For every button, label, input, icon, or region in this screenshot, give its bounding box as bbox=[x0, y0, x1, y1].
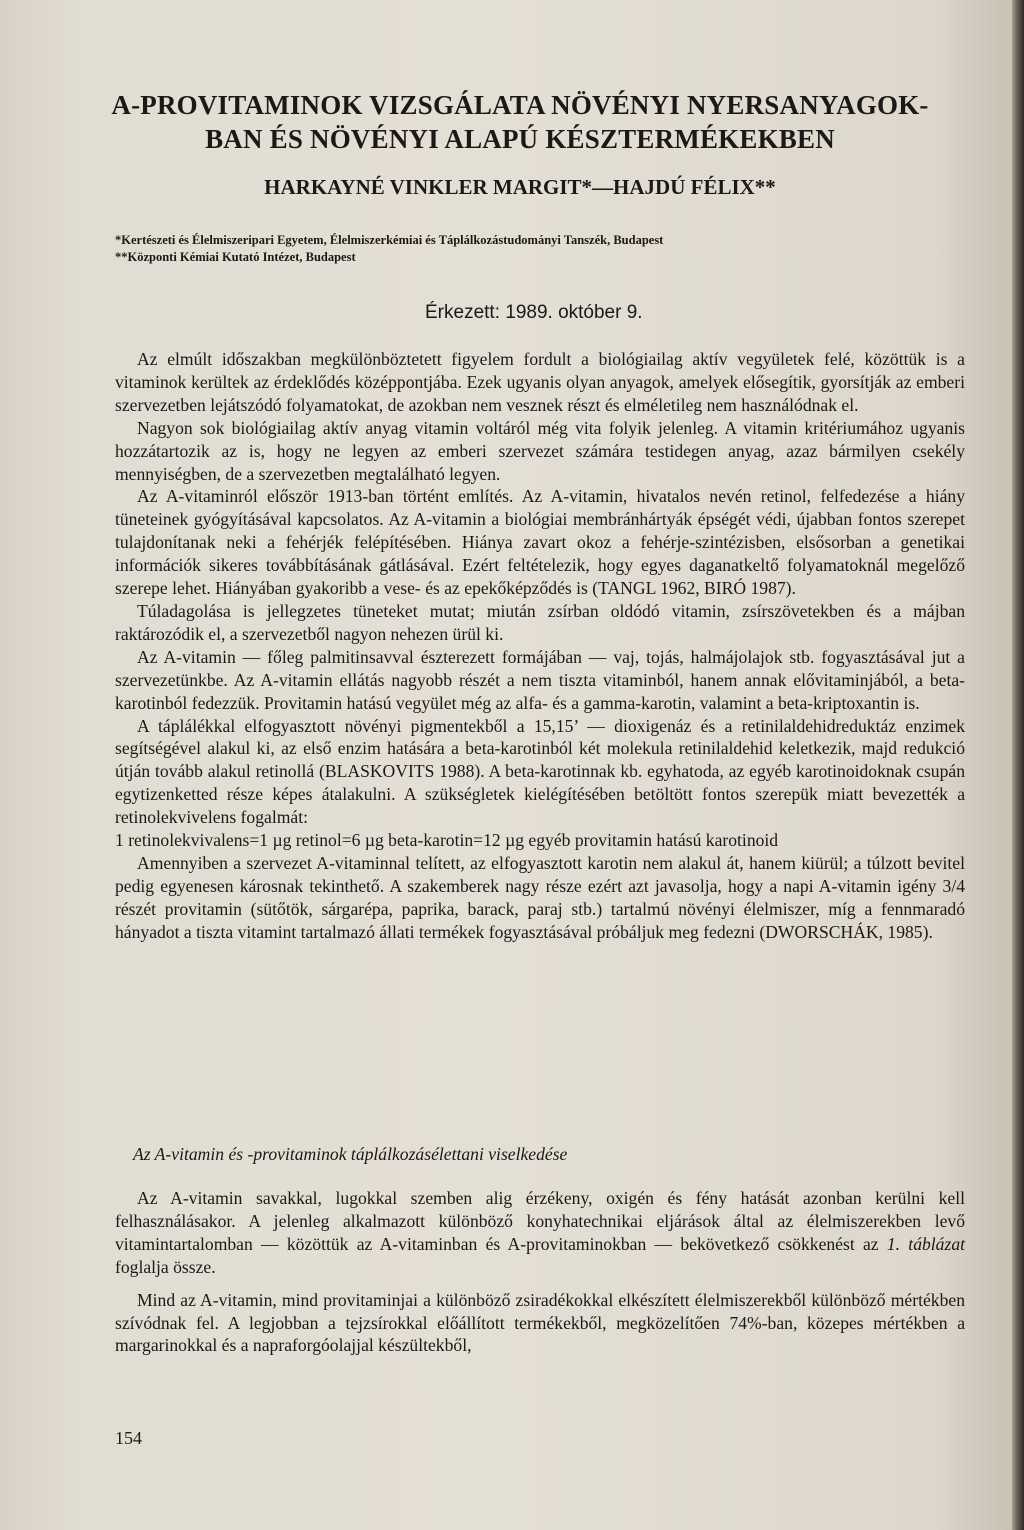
paragraph: Az A-vitamin — főleg palmitinsavval észterezett formájában — vaj, tojás, halmájolajok stb. fogyasztásával jut a szervezetünkbe. Az A-vitamin ellátás nagyobb részét a nem tiszta vitaminból, hanem annak elővitaminjából, a beta-karotinból fedezzük. Provitamin hatású vegyület még az alfa- és a gamma-karotin, valamint a beta-kriptoxantin is. bbox=[115, 646, 965, 713]
paragraph: Nagyon sok biológiailag aktív anyag vitamin voltáról még vita folyik jelenleg. A vitamin kritériumához ugyanis hozzátartozik az is, hogy ne legyen az emberi szervezet számára testidegen anyag, azaz bármilyen csekély mennyiségben, de a szervezetben megtalálható legyen. bbox=[115, 417, 965, 484]
authors: HARKAYNÉ VINKLER MARGIT*—HAJDÚ FÉLIX** bbox=[264, 175, 776, 199]
page-edge bbox=[1012, 0, 1024, 1530]
article-title bbox=[100, 88, 940, 156]
paragraph: A táplálékkal elfogyasztott növényi pigmentekből a 15,15’ — dioxigenáz és a retinilaldehidreduktáz enzimek segítségével alakul ki, az első enzim hatására a beta-karotinból két molekula retinilaldehid keletkezik, majd redukció útján tovább alakul retinollá (BLASKOVITS 1988). A beta-karotinnak kb. egyhatoda, az egyéb karotinoidoknak csupán egytizenketted része képes átalakulni. A szükségletek kielégítésében betöltött fontos szerepük miatt bevezették a retinolekvivelens fogalmát: bbox=[115, 715, 965, 828]
paragraph: Az elmúlt időszakban megkülönböztetett figyelem fordult a biológiailag aktív vegyületek felé, közöttük is a vitaminok kerültek az érdeklődés középpontjába. Ezek ugyanis olyan anyagok, amelyek elősegítik, gyorsítják az emberi szervezetben lejátszódó folyamatokat, de azokban nem vesznek részt és elméletileg nem használódnak el. bbox=[115, 349, 965, 415]
section-heading: Az A-vitamin és -provitaminok táplálkozásélettani viselkedése bbox=[133, 1144, 568, 1164]
title-line-2: BAN ÉS NÖVÉNYI ALAPÚ KÉSZTERMÉKEKBEN bbox=[205, 124, 835, 154]
paragraph: Az A-vitaminról először 1913-ban történt említés. Az A-vitamin, hivatalos nevén retinol, felfedezése a hiány tüneteinek gyógyításával kapcsolatos. Az A-vitamin a biológiai membránhártyák épségét védi, újabban fontos szerepet tulajdonítanak neki a fehérjék felépítésében. Hiánya zavart okoz a fehérje-szintézisben, elsősorban a genetikai információk sikeres továbbításának gátlásával. Ezért feltételezik, hogy egyes daganatkeltő folyamatoknál megelőző szerepe lehet. Hiányában gyakoribb a vese- és az epekőképződés is (TANGL 1962, BIRÓ 1987). bbox=[115, 486, 965, 599]
page-number: 154 bbox=[115, 1428, 142, 1448]
body-text bbox=[115, 348, 965, 944]
paragraph: Mind az A-vitamin, mind provitaminjai a különböző zsiradékokkal elkészített élelmiszerekből különböző mértékben szívódnak fel. A legjobban a tejzsírokkal előállított termékekből, megközelítően 74%-ban, közepes mértékben a margarinokkal és a napraforgóolajjal készültekből, bbox=[115, 1289, 965, 1356]
paragraph bbox=[115, 1187, 965, 1279]
affiliation-2: **Központi Kémiai Kutató Intézet, Budapest bbox=[115, 250, 356, 264]
paragraph-text: foglalja össze. bbox=[115, 1256, 216, 1277]
paragraph: Túladagolása is jellegzetes tüneteket mutat; miután zsírban oldódó vitamin, zsírszövetekben és a májban raktározódik el, a szervezetből nagyon nehezen ürül ki. bbox=[115, 600, 965, 644]
paragraph: Amennyiben a szervezet A-vitaminnal telített, az elfogyasztott karotin nem alakul át, hanem kiürül; a túlzott bevitel pedig egyenesen károsnak tekinthető. A szakemberek nagy része ezért azt javasolja, hogy a napi A-vitamin igény 3/4 részét provitamin (sütőtök, sárgarépa, paprika, barack, paraj stb.) tartalmú növényi élelmiszer, míg a fennmaradó hányadot a tiszta vitamint tartalmazó állati termékek fogyasztásával próbáljuk meg fedezni (DWORSCHÁK, 1985). bbox=[115, 852, 965, 942]
affiliation-1: *Kertészeti és Élelmiszeripari Egyetem, Élelmiszerkémiai és Táplálkozástudományi Tanszék, Budapest bbox=[115, 233, 664, 247]
paragraph-text: Az A-vitamin savakkal, lugokkal szemben alig érzékeny, oxigén és fény hatását azonban kerülni kell felhasználásakor. A jelenleg alkalmazott különböző konyhatechnikai eljárások által az élelmiszerekben levő vitamintartalomban — közöttük az A-vitaminban és A-provitaminokban — bekövetkező csökkenést az bbox=[115, 1188, 965, 1254]
equivalence-formula: 1 retinolekvivalens=1 µg retinol=6 µg beta-karotin=12 µg egyéb provitamin hatású karotinoid bbox=[115, 830, 779, 851]
section-body bbox=[115, 1187, 965, 1367]
title-line-1: A-PROVITAMINOK VIZSGÁLATA NÖVÉNYI NYERSANYAGOK- bbox=[111, 90, 929, 120]
table-reference: 1. táblázat bbox=[886, 1233, 966, 1254]
affiliations bbox=[115, 232, 935, 266]
received-date: Érkezett: 1989. október 9. bbox=[425, 302, 643, 323]
